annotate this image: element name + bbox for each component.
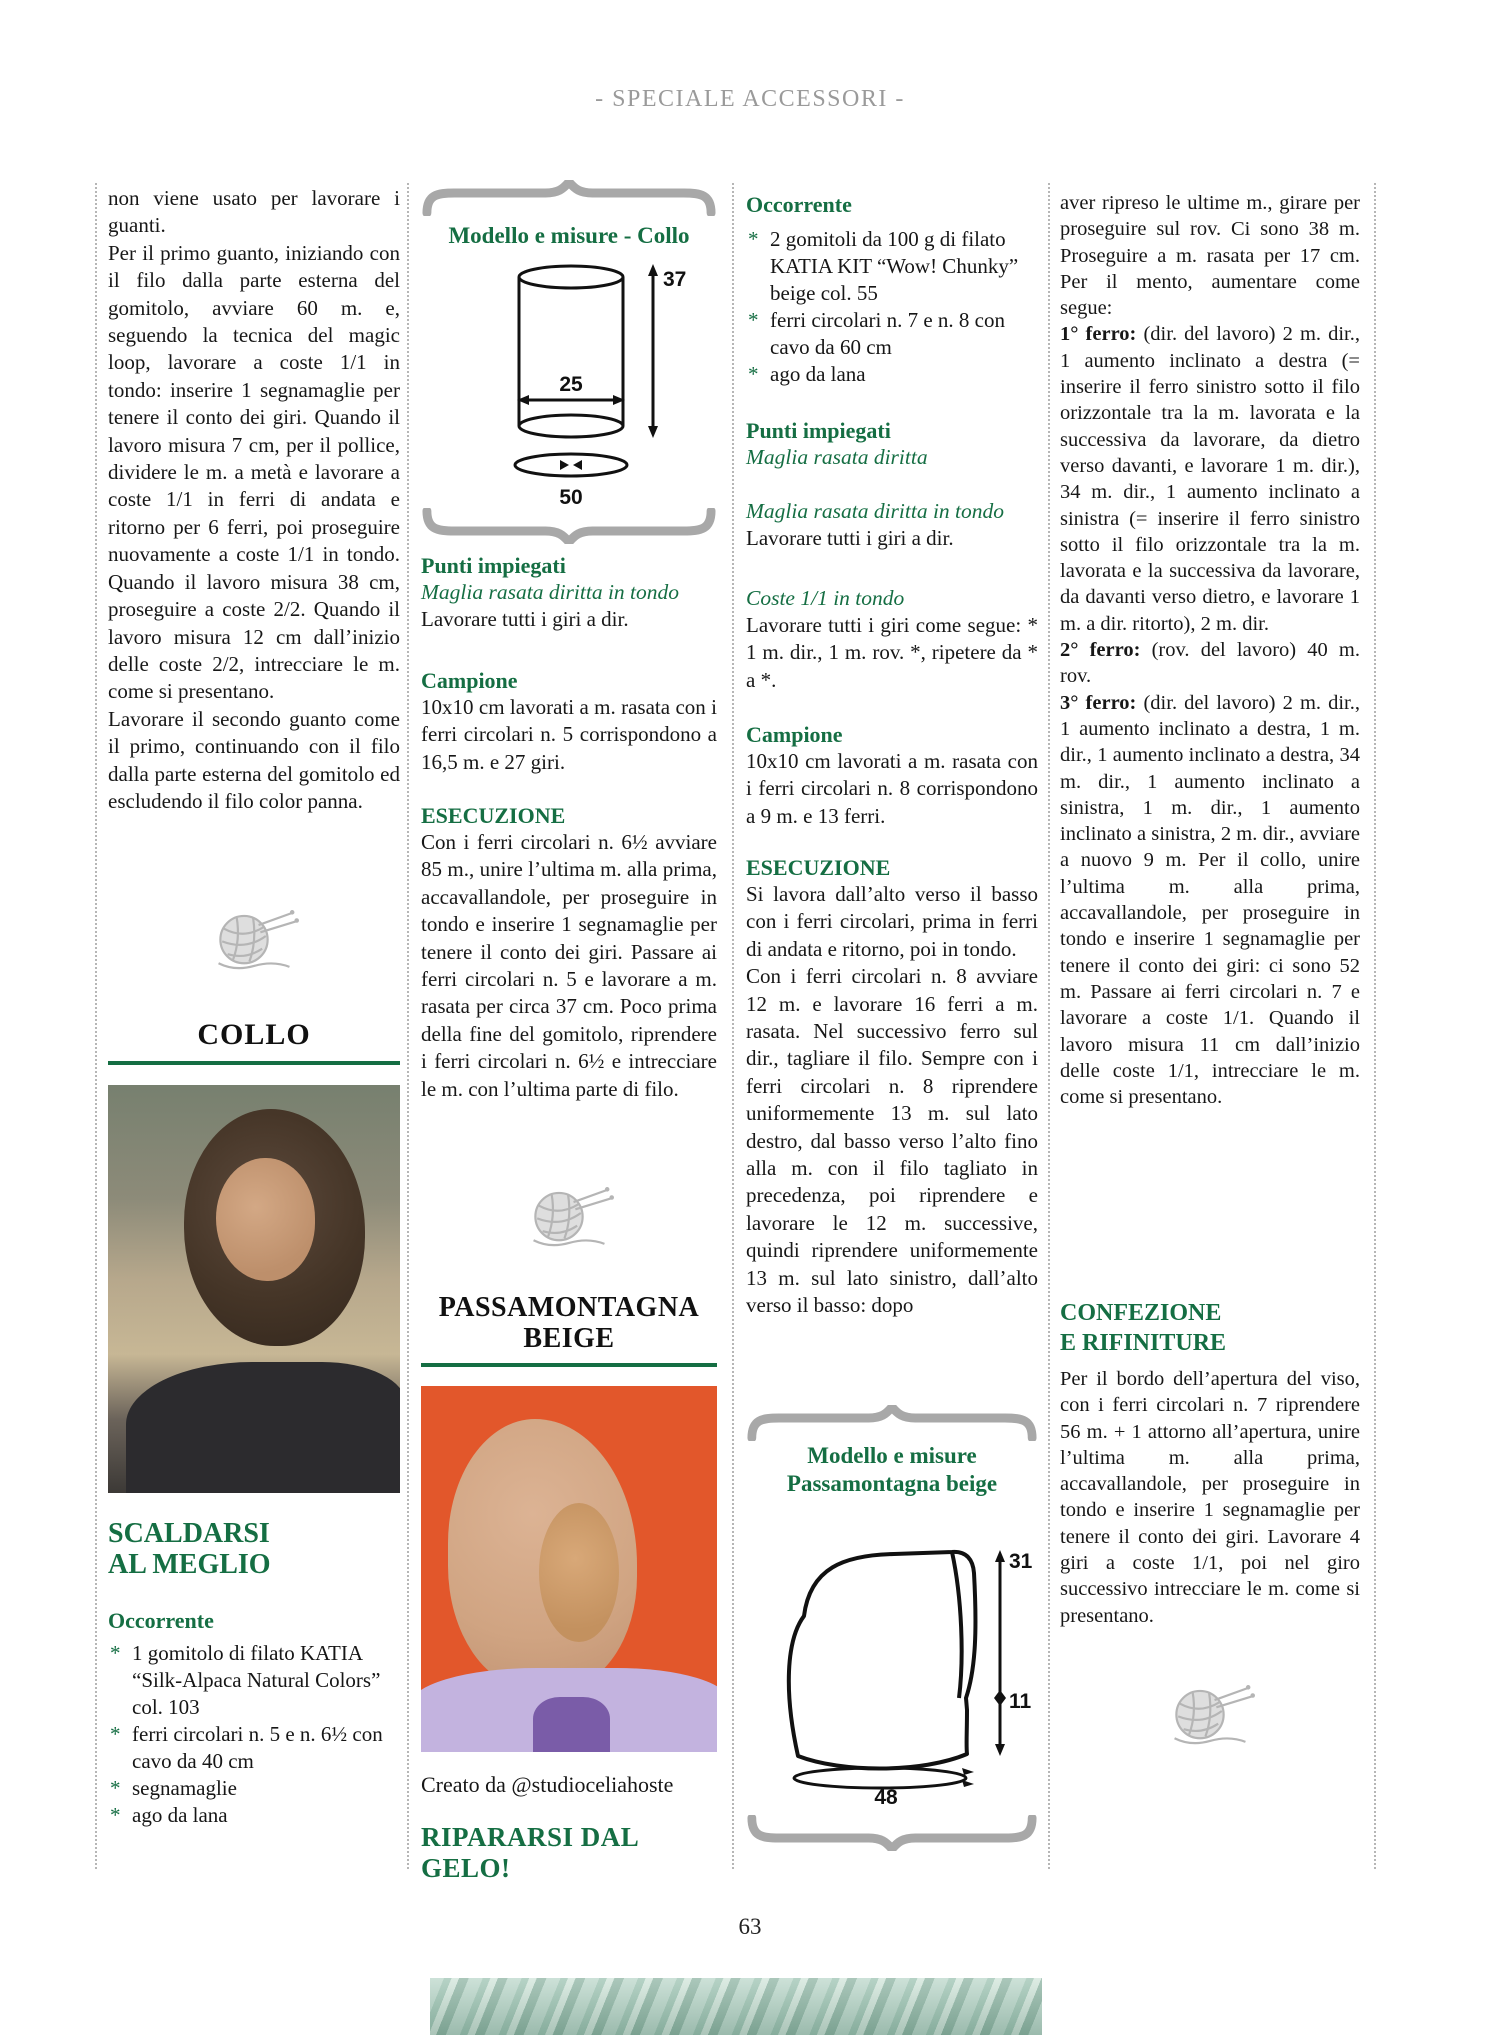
section-title-passamontagna: PASSAMONTAGNA BEIGE bbox=[421, 1292, 717, 1367]
collo-photo bbox=[108, 1085, 400, 1493]
stitch-block: Maglia rasata diritta in tondo Lavorare tutti i giri a dir. bbox=[746, 498, 1038, 552]
stitch-name: Maglia rasata diritta in tondo bbox=[746, 499, 1005, 523]
passamontagna-measurement-diagram bbox=[746, 1528, 1038, 1811]
brace-bottom bbox=[421, 508, 717, 544]
yarn-ball-icon bbox=[108, 905, 400, 976]
paragraph-ferro3: 3° ferro: (dir. del lavoro) 2 m. dir., 1 aumento inclinato a destra, 1 m. dir., 1 aumento inclinato a destra, 34 m. dir., 1 aumento inclinato a sinistra, 1 m. dir., 1 aumento inclinato a sinistra, 2 m. dir., avviare a nuovo 9 m. Per il collo, unire l’ultima m. alla prima, accavallandole, per proseguire in tondo e inserire 1 segnamaglie per tenere il conto dei giri: ci sono 52 m. Passare ai ferri circolari n. 7 e lavorare a coste 1/1. Quando il lavoro misura 11 cm dall’inizio delle coste 1/1, intrecciare le m. come si presentano. bbox=[1060, 691, 1360, 1109]
list-item: * ago da lana bbox=[748, 362, 866, 386]
list-item: * 1 gomitolo di filato KATIA “Silk-Alpaca Natural Colors” col. 103 bbox=[110, 1641, 381, 1719]
measure-height: 37 bbox=[663, 268, 687, 291]
occorrente-heading: Occorrente bbox=[746, 192, 852, 217]
ferro2-label: 2° ferro: bbox=[1060, 639, 1141, 662]
paragraph: Per il primo guanto, iniziando con il filo dalla parte esterna del gomitolo, avviare 60 m. e, seguendo la tecnica del magic loop, lavorare a coste 1/1 in tondo: inserire 1 segnamaglie per tenere il conto dei giri. Quando il lavoro misura 7 cm, per il pollice, dividere le m. a metà e lavorare a coste 1/1 in ferri di andata e ritorno per 6 ferri, poi proseguire nuovamente a coste 1/1 in tondo. Quando il lavoro misura 38 cm, proseguire a coste 2/2. Quando il lavoro misura 12 cm dall’inizio delle coste 2/2, intrecciare le m. come si presentano. bbox=[108, 240, 400, 704]
paragraph: aver ripreso le ultime m., girare per proseguire sul rov. Ci sono 38 m. Proseguire a m. rasata per 17 cm. Per il mento, aumentare come segue: bbox=[1060, 192, 1360, 320]
column-rule bbox=[1048, 183, 1050, 1869]
measure-width: 25 bbox=[559, 373, 583, 396]
campione-heading: Campione bbox=[421, 668, 518, 693]
brace-top bbox=[421, 180, 717, 216]
punti-heading: Punti impiegati bbox=[421, 553, 566, 578]
ripararsi-heading: RIPARARSI DAL GELO! bbox=[421, 1822, 638, 1883]
punti-block bbox=[746, 418, 1038, 471]
punti-heading: Punti impiegati bbox=[746, 418, 891, 443]
stitch-name: Maglia rasata diritta in tondo bbox=[421, 580, 680, 604]
yarn-ball-icon bbox=[421, 1182, 717, 1253]
campaign-heading: SCALDARSI AL MEGLIO bbox=[108, 1518, 271, 1580]
list-item: * ferri circolari n. 5 e n. 6½ con cavo da 40 cm bbox=[110, 1722, 383, 1773]
measure-lower: 11 bbox=[1009, 1690, 1032, 1713]
paragraph: Lavorare il secondo guanto come il primo, continuando con il filo dalla parte esterna del gomitolo ed escludendo il filo color panna. bbox=[108, 706, 400, 813]
model-face-shape bbox=[539, 1503, 619, 1642]
list-item: * segnamaglie bbox=[110, 1776, 237, 1800]
esecuzione-block: ESECUZIONE Si lavora dall’alto verso il basso con i ferri circolari, prima in ferri di andata e ritorno, poi in tondo. Con i ferri circolari n. 8 avviare 12 m. e lavorare 16 ferri a m. rasata. Nel successivo ferro sul dir., tagliare il filo. Sempre con i ferri circolari n. 8 riprendere uniformemente 13 m. sul lato destro, dal basso verso l’alto fino alla m. con il filo tagliato in precedenza, poi riprendere e lavorare le 12 m. successive, quindi riprendere uniformemente 13 m. sul lato sinistro, dall’alto verso il basso: dopo bbox=[746, 855, 1038, 1318]
column-2 bbox=[421, 0, 717, 2035]
list-item: * 2 gomitoli da 100 g di filato KATIA KIT “Wow! Chunky” beige col. 55 bbox=[748, 227, 1019, 305]
measure-height: 31 bbox=[1009, 1550, 1033, 1573]
coste-block: Coste 1/1 in tondo Lavorare tutti i giri come segue: * 1 m. dir., 1 m. rov. *, ripetere da * a *. bbox=[746, 586, 1038, 692]
passamontagna-photo bbox=[421, 1386, 717, 1752]
col4-text bbox=[1060, 190, 1360, 1290]
col1-text bbox=[108, 185, 400, 885]
page-header: - SPECIALE ACCESSORI - bbox=[595, 86, 905, 112]
teal-knit-photo bbox=[430, 1978, 1042, 2035]
column-rule bbox=[732, 183, 734, 1869]
punti-block: Punti impiegati Maglia rasata diritta in tondo Lavorare tutti i giri a dir. bbox=[421, 553, 717, 633]
occorrente-heading: Occorrente bbox=[108, 1608, 214, 1633]
model-face-shape bbox=[216, 1158, 315, 1280]
confezione-text: Per il bordo dell’apertura del viso, con i ferri circolari n. 7 riprendere 56 m. + 1 attorno all’apertura, unire l’ultima m. alla prima, accavallandole, per proseguire in tondo e inserire 1 segnamaglie per tenere il conto dei giri. Lavorare 4 giri a coste 1/1, poi nel giro successivo intrecciare le m. come si presentano. bbox=[1060, 1368, 1360, 1627]
brace-bottom bbox=[746, 1815, 1038, 1851]
paragraph: non viene usato per lavorare i guanti. bbox=[108, 186, 400, 238]
occorrente-list bbox=[746, 226, 1038, 388]
paragraph-ferro1: 1° ferro: (dir. del lavoro) 2 m. dir., 1 aumento inclinato a destra (= inserire il ferro sinistro sotto il filo orizzontale tra la m. lavorata e la successiva da lavorare, da dietro verso davanti, e lavorare 1 m. dir.), 34 m. dir., 1 aumento inclinato a sinistra (= inserire il ferro sinistro sotto il filo orizzontale tra la m. lavorata e la successiva da lavorare, da davanti verso dietro, e lavorare 1 m. a dir. ritorto), 2 m. dir. bbox=[1060, 323, 1360, 635]
dark-jacket-shape bbox=[126, 1362, 400, 1493]
column-rule bbox=[1374, 183, 1376, 1869]
section-title-collo: COLLO bbox=[108, 1018, 400, 1065]
diagram-title-collo: Modello e misure - Collo bbox=[448, 223, 690, 248]
confezione-heading: CONFEZIONE E RIFINITURE bbox=[1060, 1300, 1227, 1356]
occorrente-list bbox=[108, 1640, 400, 1829]
column-rule bbox=[95, 183, 97, 1869]
brace-top bbox=[746, 1405, 1038, 1441]
column-4 bbox=[1060, 0, 1360, 2035]
stitch-name: Maglia rasata diritta bbox=[746, 445, 928, 469]
list-item: * ferri circolari n. 7 e n. 8 con cavo da 60 cm bbox=[748, 308, 1005, 359]
column-1 bbox=[108, 0, 400, 2035]
column-rule bbox=[407, 183, 409, 1869]
yarn-ball-icon bbox=[1060, 1680, 1360, 1751]
campione-heading: Campione bbox=[746, 722, 843, 747]
stitch-name: Coste 1/1 in tondo bbox=[746, 586, 905, 610]
esecuzione-block: ESECUZIONE Con i ferri circolari n. 6½ avviare 85 m., unire l’ultima m. alla prima, accavallandole, per proseguire in tondo e inserire 1 segnamaglie per tenere il conto dei giri. Passare ai ferri circolari n. 5 e lavorare a m. rasata per circa 37 cm. Poco prima della fine del gomitolo, riprendere i ferri circolari n. 6½ e intrecciare le m. con l’ultima parte di filo. bbox=[421, 803, 717, 1101]
esecuzione-heading: ESECUZIONE bbox=[746, 855, 891, 880]
ferro1-label: 1° ferro: bbox=[1060, 323, 1137, 346]
campione-block: Campione 10x10 cm lavorati a m. rasata con i ferri circolari n. 8 corrispondono a 9 m. e 13 ferri. bbox=[746, 722, 1038, 828]
collo-measurement-diagram bbox=[421, 258, 717, 513]
measure-width: 48 bbox=[874, 1786, 898, 1806]
diagram-title-passamontagna: Modello e misure Passamontagna beige bbox=[786, 1443, 998, 1496]
column-3 bbox=[746, 0, 1038, 2035]
campione-block: Campione 10x10 cm lavorati a m. rasata con i ferri circolari n. 5 corrispondono a 16,5 m. e 27 giri. bbox=[421, 668, 717, 774]
ferro3-label: 3° ferro: bbox=[1060, 691, 1137, 714]
list-item: * ago da lana bbox=[110, 1803, 228, 1827]
esecuzione-heading: ESECUZIONE bbox=[421, 803, 566, 828]
page-number: 63 bbox=[738, 1914, 762, 1939]
measure-circumference: 50 bbox=[559, 486, 583, 508]
paragraph-ferro2: 2° ferro: (rov. del lavoro) 40 m. rov. bbox=[1060, 639, 1360, 688]
credit-line: Creato da @studioceliahoste bbox=[421, 1772, 674, 1797]
purple-shirt-shape bbox=[533, 1697, 610, 1752]
